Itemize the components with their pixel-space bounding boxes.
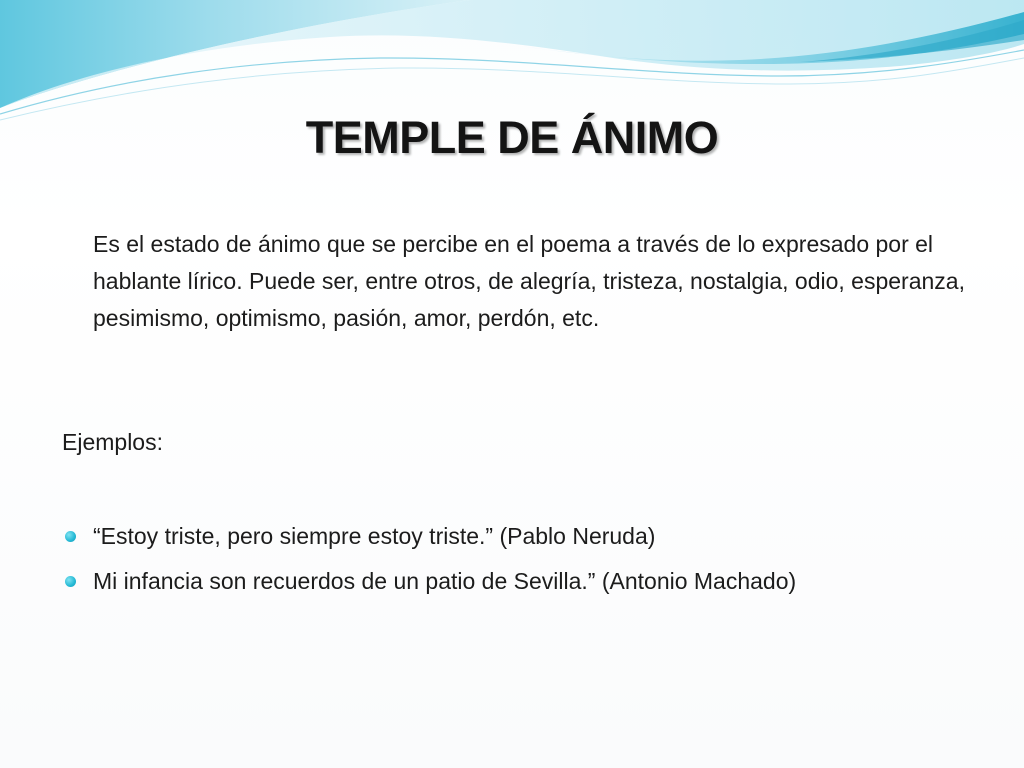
- example-text: “Estoy triste, pero siempre estoy triste.” (Pablo Neruda): [93, 523, 656, 549]
- examples-list: [62, 518, 962, 608]
- circle-bullet-icon: [65, 531, 76, 542]
- circle-bullet-icon: [65, 576, 76, 587]
- list-item: [62, 563, 962, 600]
- examples-label: Ejemplos:: [62, 429, 163, 455]
- definition-paragraph: Es el estado de ánimo que se percibe en el poema a través de lo expresado por el hablante lírico. Puede ser, entre otros, de alegría, tristeza, nostalgia, odio, esperanza, pesimismo, optimismo, pasión, amor, perdón, etc.: [93, 231, 965, 331]
- example-text: Mi infancia son recuerdos de un patio de Sevilla.” (Antonio Machado): [93, 568, 797, 594]
- header-wave-decoration: [0, 0, 1024, 130]
- list-item: [62, 518, 962, 555]
- slide-title: TEMPLE DE ÁNIMO: [305, 112, 719, 163]
